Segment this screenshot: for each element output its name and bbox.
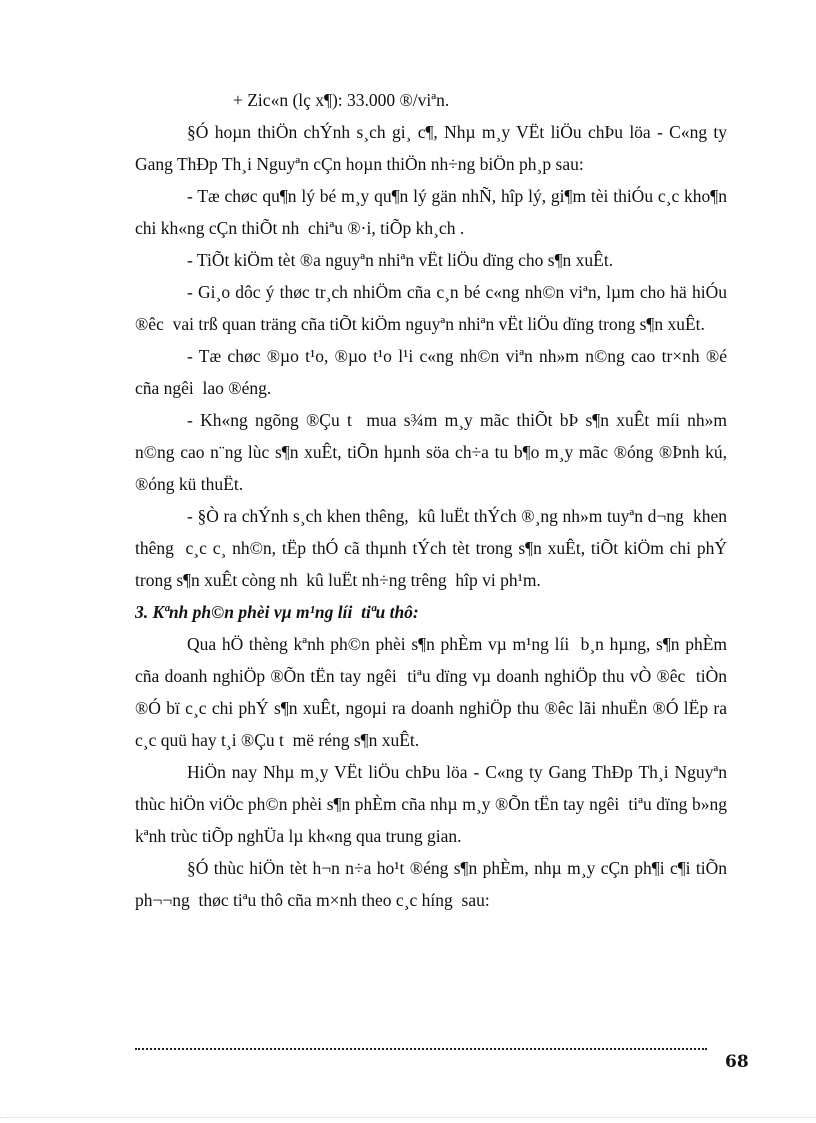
list-item: - Tæ chøc qu¶n lý bé m¸y qu¶n lý gän nhÑ, hîp lý, gi¶m tèi thiÓu c¸c kho¶n chi kh«ng cÇn thiÕt nh chiªu ®·i, tiÕp kh¸ch .: [135, 186, 727, 238]
section-heading: 3. Kªnh ph©n phèi vµ m¹ng líi tiªu thô:: [135, 602, 419, 622]
price-line: + Zic«n (lç x¶): 33.000 ®/viªn.: [233, 90, 450, 110]
footer-divider: [135, 1048, 707, 1050]
paragraph: HiÖn nay Nhµ m¸y VËt liÖu chÞu löa - C«ng ty Gang ThÐp Th¸i Nguyªn thùc hiÖn viÖc ph©n phèi s¶n phÈm cña nhµ m¸y ®Õn tËn tay ngêi tiªu dïng b»ng kªnh trùc tiÕp nghÜa lµ kh«ng qua trung gian.: [135, 762, 727, 846]
list-item: - §Ò ra chÝnh s¸ch khen thêng, kû luËt thÝch ®¸ng nh»m tuyªn d¬ng khen thêng c¸c c¸ nh©n, tËp thÓ cã thµnh tÝch tèt trong s¶n xuÊt, tiÕt kiÖm chi phÝ trong s¶n xuÊt còng nh kû luËt nh÷ng trêng hîp vi ph¹m.: [135, 506, 727, 590]
list-item: - Gi¸o dôc ý thøc tr¸ch nhiÖm cña c¸n bé c«ng nh©n viªn, lµm cho hä hiÓu ®êc vai trß quan träng cña tiÕt kiÖm nguyªn nhiªn vËt liÖu dïng trong s¶n xuÊt.: [135, 282, 727, 334]
paragraph-pricing-intro: §Ó hoµn thiÖn chÝnh s¸ch gi¸ c¶, Nhµ m¸y VËt liÖu chÞu löa - C«ng ty Gang ThÐp Th¸i Nguyªn cÇn hoµn thiÖn nh÷ng biÖn ph¸p sau:: [135, 122, 727, 174]
page-body: [135, 84, 727, 916]
page-edge-divider: [0, 1117, 816, 1118]
list-item: - TiÕt kiÖm tèt ®a nguyªn nhiªn vËt liÖu dïng cho s¶n xuÊt.: [187, 250, 614, 270]
page-number: 68: [725, 1052, 749, 1072]
list-item: - Tæ chøc ®µo t¹o, ®µo t¹o l¹i c«ng nh©n viªn nh»m n©ng cao tr×nh ®é cña ngêi lao ®éng.: [135, 346, 727, 398]
paragraph: §Ó thùc hiÖn tèt h¬n n÷a ho¹t ®éng s¶n phÈm, nhµ m¸y cÇn ph¶i c¶i tiÕn ph¬¬ng thøc tiªu thô cña m×nh theo c¸c híng sau:: [135, 858, 727, 910]
list-item: - Kh«ng ngõng ®Çu t mua s¾m m¸y mãc thiÕt bÞ s¶n xuÊt míi nh»m n©ng cao n¨ng lùc s¶n xuÊt, tiÕn hµnh söa ch÷a tu b¶o m¸y mãc ®óng ®Þnh kú, ®óng kü thuËt.: [135, 410, 727, 494]
paragraph: Qua hÖ thèng kªnh ph©n phèi s¶n phÈm vµ m¹ng líi b¸n hµng, s¶n phÈm cña doanh nghiÖp ®Õn tËn tay ngêi tiªu dïng vµ doanh nghiÖp thu vÒ ®êc tiÒn ®Ó bï c¸c chi phÝ s¶n xuÊt, ngoµi ra doanh nghiÖp thu ®êc lãi nhuËn ®Ó lËp ra c¸c quü hay t¸i ®Çu t më réng s¶n xuÊt.: [135, 634, 727, 750]
